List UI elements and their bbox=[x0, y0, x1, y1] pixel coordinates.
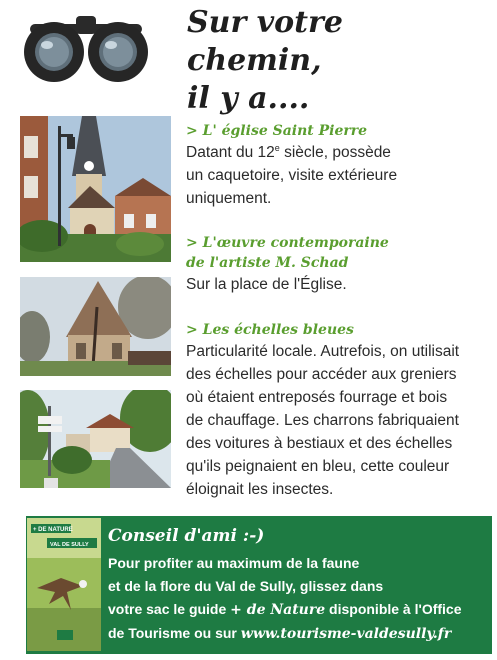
guide-cover-image bbox=[27, 518, 101, 651]
section-body-line: de chauffage. Les charrons fabriquaient bbox=[186, 412, 459, 429]
section-title bbox=[186, 233, 491, 273]
section-body-line: qu'ils peignaient en bleu, cette couleur bbox=[186, 458, 450, 475]
section-oeuvre bbox=[186, 233, 491, 296]
guide-subtitle: VAL DE SULLY bbox=[50, 542, 89, 548]
church-photo bbox=[20, 116, 171, 262]
section-title: > L' église Saint Pierre bbox=[186, 123, 368, 139]
guide-badge: + DE NATURE bbox=[33, 527, 73, 533]
section-body bbox=[186, 141, 491, 210]
section-body bbox=[186, 340, 491, 501]
page-title-line2: il y a.... bbox=[187, 81, 310, 116]
section-body-line: Particularité locale. Autrefois, on utilisait bbox=[186, 343, 460, 360]
advice-line: Pour profiter au maximum de la faune bbox=[108, 555, 360, 571]
superscript: e bbox=[274, 142, 280, 153]
section-title-line: > L'œuvre contemporaine bbox=[186, 235, 389, 251]
section-body-text: uniquement. bbox=[186, 190, 272, 207]
section-body-text: Datant du 12 bbox=[186, 144, 275, 161]
section-body-line: des voitures à bestiaux et des échelles bbox=[186, 435, 453, 452]
advice-line: disponible à l'Office bbox=[325, 601, 462, 617]
page-title-line1: Sur votre chemin, bbox=[187, 5, 343, 78]
section-title-line: de l'artiste M. Schad bbox=[186, 255, 349, 271]
advice-title: Conseil d'ami :-) bbox=[108, 526, 265, 546]
website-link[interactable]: www.tourisme-valdesully.fr bbox=[240, 626, 452, 642]
sculpture-photo bbox=[20, 277, 171, 376]
section-body-text: un caquetoire, visite extérieure bbox=[186, 167, 398, 184]
advice-line: de Tourisme ou sur bbox=[108, 625, 241, 641]
village-street-photo bbox=[20, 390, 171, 488]
section-title: > Les échelles bleues bbox=[186, 322, 354, 338]
advice-line: et de la flore du Val de Sully, glissez dans bbox=[108, 578, 384, 594]
binoculars-icon bbox=[18, 10, 154, 82]
advice-body bbox=[108, 552, 488, 646]
section-echelles bbox=[186, 320, 491, 501]
guide-name: + de Nature bbox=[230, 602, 326, 618]
section-eglise bbox=[186, 121, 491, 210]
section-body: Sur la place de l'Église. bbox=[186, 276, 347, 293]
advice-line: votre sac le guide bbox=[108, 601, 231, 617]
section-body-text: siècle, possède bbox=[279, 144, 391, 161]
section-body-line: éloignait les insectes. bbox=[186, 481, 334, 498]
section-body-line: des échelles pour accéder aux greniers bbox=[186, 366, 457, 383]
page-title bbox=[187, 4, 487, 118]
section-body-line: où étaient entreposés fourrage et bois bbox=[186, 389, 448, 406]
